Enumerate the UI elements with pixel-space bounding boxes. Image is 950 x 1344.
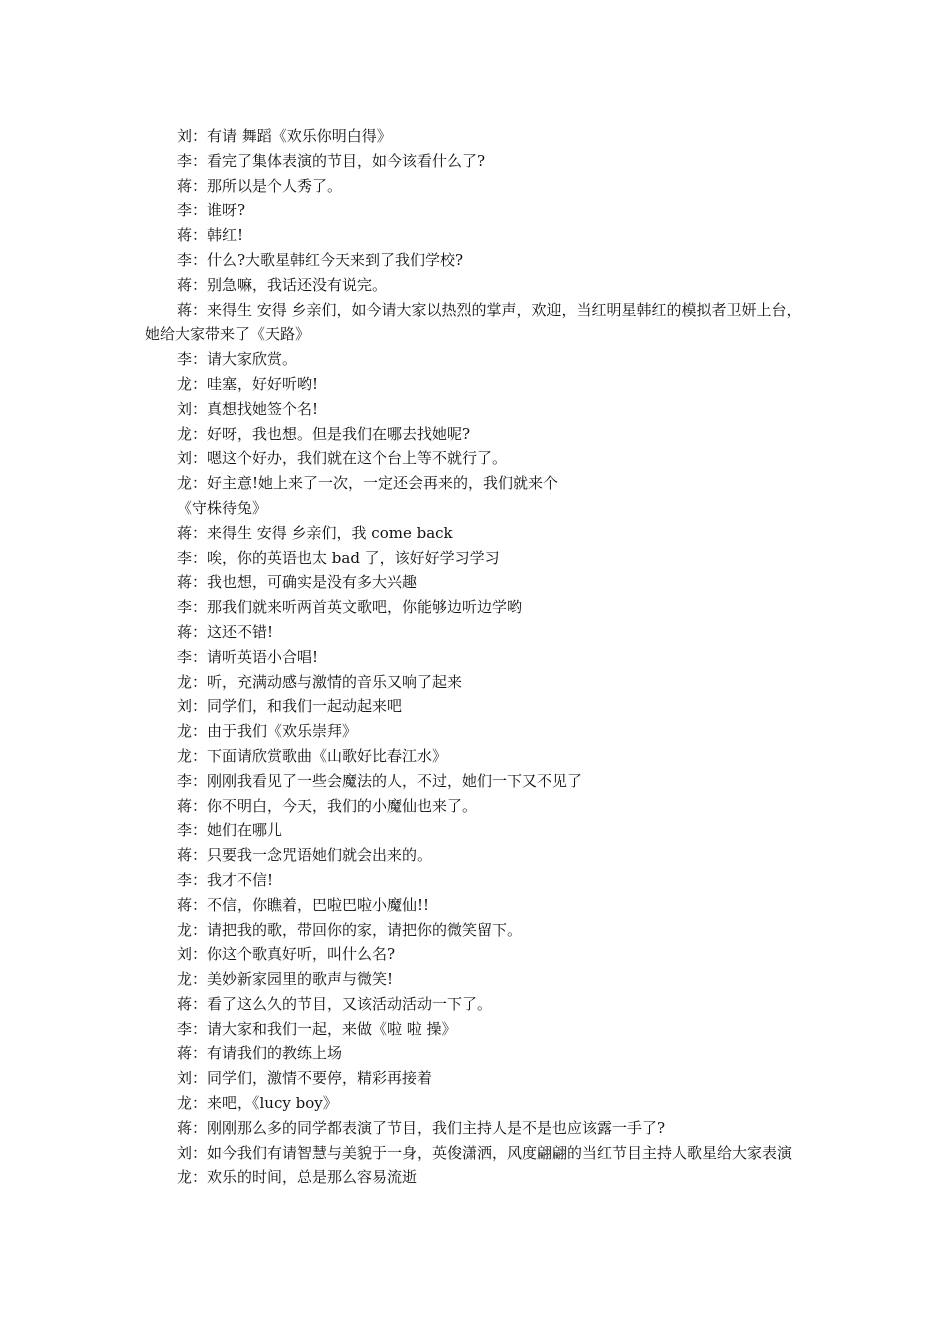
dialogue-line: 蒋：来得生 安得 乡亲们，我 come back: [177, 523, 453, 542]
dialogue-line: 龙：请把我的歌，带回你的家，请把你的微笑留下。: [177, 920, 523, 939]
dialogue-line: 蒋：只要我一念咒语她们就会出来的。: [177, 846, 433, 865]
dialogue-line: 龙：由于我们《欢乐崇拜》: [177, 722, 358, 741]
dialogue-line: 李：刚刚我看见了一些会魔法的人，不过，她们一下又不见了: [177, 771, 583, 790]
dialogue-line: 龙：美妙新家园里的歌声与微笑!: [177, 970, 394, 989]
dialogue-line: 蒋：刚刚那么多的同学都表演了节目，我们主持人是不是也应该露一手了?: [177, 1118, 666, 1137]
dialogue-line: 蒋：我也想，可确实是没有多大兴趣: [177, 573, 418, 592]
dialogue-line: 龙：哇塞，好好听哟!: [177, 374, 319, 393]
dialogue-line: 蒋：那所以是个人秀了。: [177, 176, 343, 195]
dialogue-line: 龙：听，充满动感与激情的音乐又响了起来: [177, 672, 463, 691]
dialogue-line: 李：请大家欣赏。: [177, 350, 298, 369]
dialogue-line: 蒋：你不明白，今天，我们的小魔仙也来了。: [177, 796, 478, 815]
dialogue-line: 龙：好呀，我也想。但是我们在哪去找她呢?: [177, 424, 471, 443]
dialogue-line: 龙：来吧，《lucy boy》: [177, 1094, 338, 1113]
dialogue-line: 龙：欢乐的时间，总是那么容易流逝: [177, 1168, 418, 1187]
dialogue-line: 李：请听英语小合唱!: [177, 647, 319, 666]
dialogue-line: 刘：有请 舞蹈《欢乐你明白得》: [177, 127, 392, 145]
dialogue-line: 蒋：有请我们的教练上场: [177, 1044, 343, 1063]
dialogue-line: 李：什么?大歌星韩红今天来到了我们学校?: [177, 250, 464, 269]
dialogue-line: 刘：嗯这个好办，我们就在这个台上等不就行了。: [177, 449, 508, 468]
dialogue-line: 龙：好主意!她上来了一次，一定还会再来的，我们就来个: [177, 474, 559, 493]
dialogue-line: 刘：你这个歌真好听，叫什么名?: [177, 945, 396, 964]
dialogue-line: 李：看完了集体表演的节目，如今该看什么了?: [177, 151, 486, 170]
dialogue-line: 《守株待兔》: [177, 498, 268, 517]
dialogue-line: 李：她们在哪儿: [177, 821, 283, 840]
dialogue-line: 蒋：来得生 安得 乡亲们，如今请大家以热烈的掌声，欢迎，当红明星韩红的模拟者卫妍上台，她给大家带来了《天路》: [145, 300, 802, 344]
dialogue-line: 蒋：不信，你瞧着，巴啦巴啦小魔仙!!: [177, 895, 430, 914]
dialogue-line: 李：我才不信!: [177, 870, 274, 889]
dialogue-line: 刘：真想找她签个名!: [177, 399, 319, 418]
dialogue-line: 李：谁呀?: [177, 201, 246, 220]
dialogue-line: 李：唉，你的英语也太 bad 了，该好好学习学习: [177, 548, 500, 567]
dialogue-line: 李：请大家和我们一起，来做《啦 啦 操》: [177, 1019, 457, 1038]
dialogue-line: 蒋：韩红!: [177, 226, 244, 245]
dialogue-line: 龙：下面请欣赏歌曲《山歌好比春江水》: [177, 746, 448, 765]
dialogue-line: 刘：同学们，和我们一起动起来吧: [177, 697, 403, 716]
dialogue-line: 李：那我们就来听两首英文歌吧，你能够边听边学哟: [177, 598, 523, 617]
dialogue-line: 蒋：别急嘛，我话还没有说完。: [177, 275, 388, 294]
dialogue-line: 蒋：看了这么久的节目，又该活动活动一下了。: [177, 994, 493, 1013]
dialogue-line: 刘：同学们，激情不要停，精彩再接着: [177, 1069, 433, 1088]
dialogue-line: 刘：如今我们有请智慧与美貌于一身，英俊潇洒，风度翩翩的当红节目主持人歌星给大家表演: [177, 1143, 793, 1162]
dialogue-line: 蒋：这还不错!: [177, 622, 274, 641]
script-text: [145, 124, 815, 1190]
